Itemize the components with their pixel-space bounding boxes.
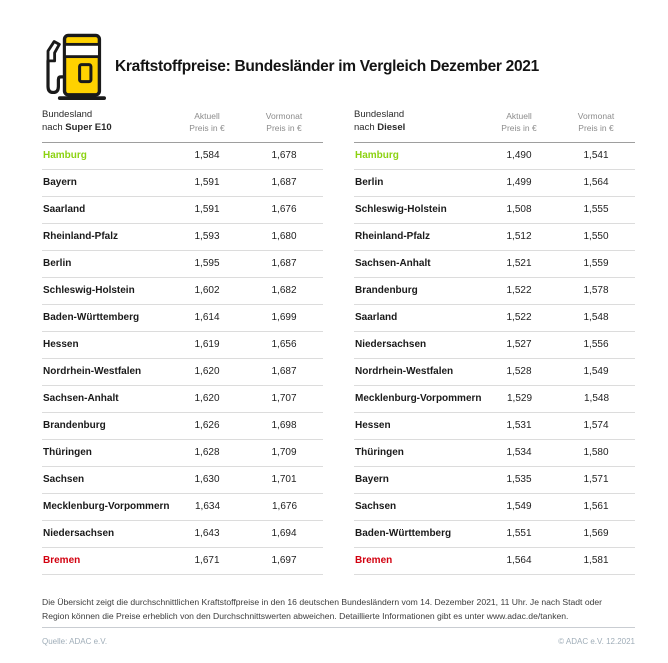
table-row	[354, 278, 635, 305]
table-row	[42, 224, 323, 251]
aktuell-value: 1,499	[506, 177, 532, 189]
table-row	[42, 413, 323, 440]
vormonat-value: 1,549	[583, 366, 609, 378]
vormonat-label: Vormonat	[265, 111, 303, 121]
vormonat-value: 1,571	[583, 474, 609, 486]
state-name: Brandenburg	[43, 420, 106, 432]
vormonat-value: 1,548	[583, 312, 609, 324]
header-line-1: Bundesland	[354, 109, 405, 120]
vormonat-value: 1,574	[583, 420, 609, 432]
aktuell-label: Aktuell	[506, 111, 532, 121]
aktuell-value: 1,634	[194, 501, 221, 513]
state-name: Rheinland-Pfalz	[43, 231, 119, 243]
vormonat-value: 1,559	[583, 258, 609, 270]
table-row	[354, 305, 635, 332]
table-rows	[354, 143, 635, 575]
state-name: Saarland	[43, 204, 86, 216]
state-name: Bremen	[355, 555, 393, 567]
source-label: Quelle: ADAC e.V.	[42, 637, 108, 646]
state-name: Hamburg	[43, 150, 87, 162]
state-name: Thüringen	[43, 447, 92, 459]
table-row	[354, 521, 635, 548]
table-row	[354, 467, 635, 494]
table-row	[42, 143, 323, 170]
aktuell-value: 1,529	[506, 393, 533, 405]
table-row	[354, 170, 635, 197]
state-name: Sachsen	[355, 501, 397, 513]
state-name: Thüringen	[355, 447, 404, 459]
copyright-label: © ADAC e.V. 12.2021	[558, 637, 635, 646]
state-name: Hessen	[43, 339, 79, 351]
aktuell-value: 1,490	[506, 150, 532, 162]
aktuell-value: 1,564	[506, 555, 532, 567]
aktuell-value: 1,593	[194, 231, 220, 243]
table-row	[42, 332, 323, 359]
header-nach: nach	[354, 121, 378, 133]
footnote-text: Die Übersicht zeigt die durchschnittlichen Kraftstoffpreise in den 16 deutschen Bundesländern vom 14. Dezember 2021, 11 Uhr. Je nach Stadt oder Region können die Preise erheblich von den Durchschnittswerten abweichen. Detaillierte Informationen gibt es unter www.adac.de/tanken.	[42, 596, 603, 621]
header-nach: nach	[42, 121, 66, 133]
column-header-bundesland	[42, 109, 169, 135]
table-row	[42, 278, 323, 305]
aktuell-value: 1,522	[506, 312, 532, 324]
table-row	[42, 359, 323, 386]
state-name: Berlin	[355, 177, 384, 189]
table-row	[354, 440, 635, 467]
vormonat-value: 1,709	[271, 447, 297, 459]
pump-nozzle	[48, 42, 59, 61]
aktuell-value: 1,551	[506, 528, 532, 540]
aktuell-value: 1,534	[506, 447, 532, 459]
table-row	[42, 494, 323, 521]
pump-white-band	[65, 44, 100, 56]
state-name: Mecklenburg-Vorpommern	[43, 501, 170, 513]
vormonat-value: 1,707	[271, 393, 297, 405]
vormonat-value: 1,556	[583, 339, 609, 351]
vormonat-value: 1,697	[271, 555, 297, 567]
vormonat-value: 1,687	[271, 258, 297, 270]
state-name: Bayern	[43, 177, 77, 189]
table-diesel	[354, 109, 635, 575]
table-rows	[42, 143, 323, 575]
table-header	[42, 109, 323, 143]
column-header-aktuell	[481, 109, 557, 135]
state-name: Nordrhein-Westfalen	[43, 366, 142, 378]
aktuell-label: Aktuell	[194, 111, 220, 121]
header	[40, 30, 539, 104]
table-row	[354, 143, 635, 170]
vormonat-value: 1,569	[583, 528, 609, 540]
table-row	[42, 467, 323, 494]
state-name: Baden-Württemberg	[355, 528, 452, 540]
aktuell-value: 1,620	[194, 366, 220, 378]
vormonat-value: 1,656	[271, 339, 297, 351]
vormonat-value: 1,676	[271, 501, 298, 513]
aktuell-value: 1,508	[506, 204, 532, 216]
vormonat-value: 1,581	[583, 555, 609, 567]
table-row	[42, 305, 323, 332]
aktuell-value: 1,591	[194, 204, 220, 216]
aktuell-value: 1,630	[194, 474, 220, 486]
table-row	[354, 224, 635, 251]
aktuell-value: 1,531	[506, 420, 532, 432]
table-row	[354, 386, 635, 413]
tables-container	[42, 109, 635, 575]
vormonat-value: 1,548	[583, 393, 610, 405]
state-name: Sachsen-Anhalt	[43, 393, 119, 405]
vormonat-value: 1,578	[583, 285, 609, 297]
table-row	[354, 413, 635, 440]
aktuell-value: 1,626	[194, 420, 220, 432]
table-row	[42, 170, 323, 197]
state-name: Schleswig-Holstein	[355, 204, 447, 216]
table-super-e10	[42, 109, 323, 575]
vormonat-value: 1,561	[583, 501, 609, 513]
table-row	[42, 521, 323, 548]
state-name: Rheinland-Pfalz	[355, 231, 431, 243]
table-row	[354, 548, 635, 575]
vormonat-unit: Preis in €	[266, 123, 302, 134]
vormonat-value: 1,699	[271, 312, 297, 324]
fuel-type-label: Diesel	[377, 121, 406, 133]
fuel-pump-icon	[40, 30, 106, 104]
vormonat-value: 1,701	[271, 474, 297, 486]
fuel-type-label: Super E10	[65, 121, 112, 133]
vormonat-value: 1,682	[271, 285, 297, 297]
header-line-1: Bundesland	[42, 109, 93, 120]
table-row	[42, 386, 323, 413]
state-name: Bremen	[43, 555, 81, 567]
table-row	[42, 251, 323, 278]
vormonat-label: Vormonat	[577, 111, 615, 121]
aktuell-value: 1,619	[194, 339, 220, 351]
aktuell-value: 1,620	[194, 393, 220, 405]
state-name: Sachsen-Anhalt	[355, 258, 431, 270]
aktuell-value: 1,602	[194, 285, 220, 297]
vormonat-value: 1,580	[583, 447, 609, 459]
aktuell-value: 1,628	[194, 447, 220, 459]
aktuell-value: 1,521	[506, 258, 532, 270]
aktuell-value: 1,614	[194, 312, 220, 324]
state-name: Sachsen	[43, 474, 85, 486]
pump-display	[80, 65, 91, 82]
state-name: Bayern	[355, 474, 389, 486]
column-header-bundesland	[354, 109, 481, 135]
table-row	[354, 494, 635, 521]
aktuell-value: 1,584	[194, 150, 220, 162]
aktuell-value: 1,522	[506, 285, 532, 297]
vormonat-value: 1,698	[271, 420, 297, 432]
aktuell-unit: Preis in €	[189, 123, 225, 134]
aktuell-value: 1,595	[194, 258, 220, 270]
aktuell-value: 1,671	[194, 555, 220, 567]
state-name: Berlin	[43, 258, 72, 270]
state-name: Niedersachsen	[355, 339, 427, 351]
footer	[42, 627, 635, 646]
page-title: Kraftstoffpreise: Bundesländer im Vergleich Dezember 2021	[115, 58, 539, 75]
state-name: Hessen	[355, 420, 391, 432]
state-name: Baden-Württemberg	[43, 312, 140, 324]
table-row	[354, 197, 635, 224]
aktuell-unit: Preis in €	[501, 123, 537, 134]
table-row	[42, 440, 323, 467]
table-row	[42, 548, 323, 575]
table-row	[42, 197, 323, 224]
aktuell-value: 1,591	[194, 177, 220, 189]
vormonat-value: 1,564	[583, 177, 609, 189]
vormonat-value: 1,541	[583, 150, 609, 162]
table-row	[354, 251, 635, 278]
table-row	[354, 332, 635, 359]
table-row	[354, 359, 635, 386]
vormonat-value: 1,555	[583, 204, 609, 216]
table-header	[354, 109, 635, 143]
vormonat-value: 1,678	[271, 150, 297, 162]
vormonat-value: 1,680	[271, 231, 297, 243]
vormonat-value: 1,676	[271, 204, 297, 216]
aktuell-value: 1,512	[506, 231, 532, 243]
vormonat-value: 1,687	[271, 366, 297, 378]
aktuell-value: 1,535	[506, 474, 532, 486]
state-name: Niedersachsen	[43, 528, 115, 540]
column-header-vormonat	[245, 109, 323, 135]
column-header-aktuell	[169, 109, 245, 135]
state-name: Brandenburg	[355, 285, 418, 297]
state-name: Saarland	[355, 312, 398, 324]
state-name: Hamburg	[355, 150, 399, 162]
aktuell-value: 1,528	[506, 366, 532, 378]
aktuell-value: 1,643	[194, 528, 220, 540]
vormonat-value: 1,550	[583, 231, 609, 243]
aktuell-value: 1,549	[506, 501, 532, 513]
vormonat-unit: Preis in €	[578, 123, 614, 134]
aktuell-value: 1,527	[506, 339, 532, 351]
vormonat-value: 1,694	[271, 528, 297, 540]
state-name: Nordrhein-Westfalen	[355, 366, 454, 378]
state-name: Schleswig-Holstein	[43, 285, 135, 297]
state-name: Mecklenburg-Vorpommern	[355, 393, 482, 405]
vormonat-value: 1,687	[271, 177, 297, 189]
column-header-vormonat	[557, 109, 635, 135]
